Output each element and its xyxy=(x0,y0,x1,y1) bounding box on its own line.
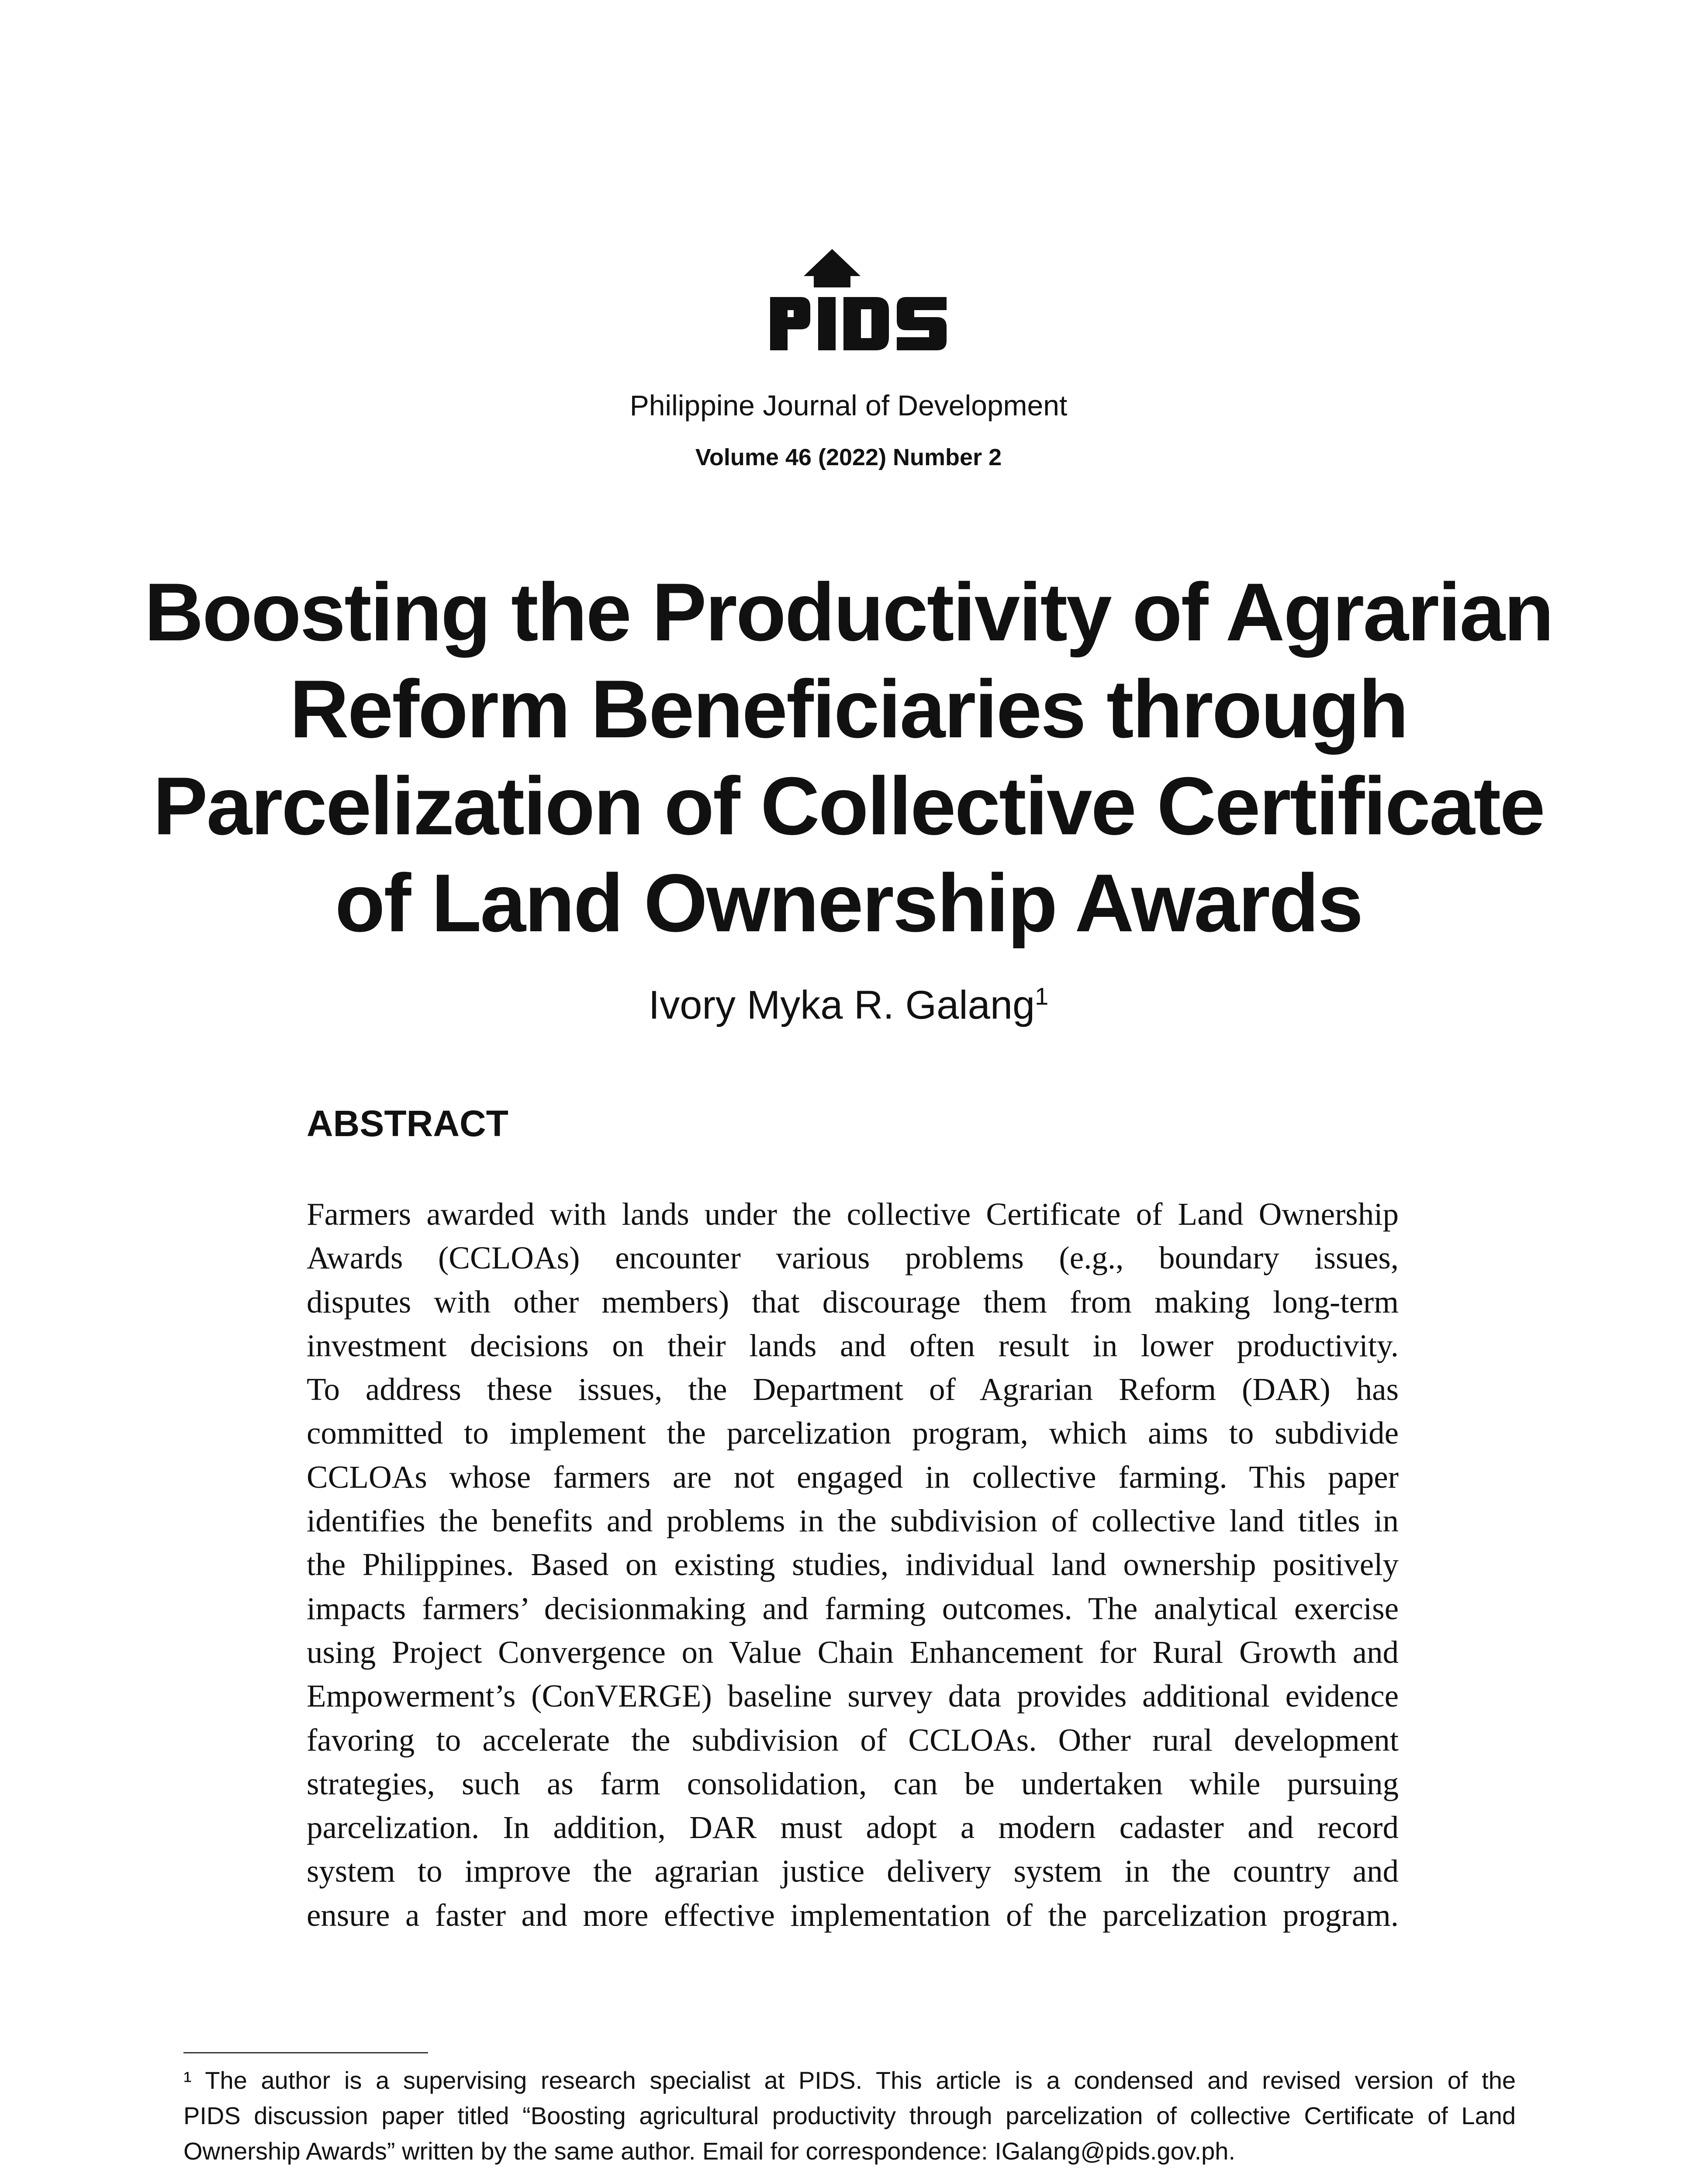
abstract-line: using Project Convergence on Value Chain Enhancement for Rural Growth and xyxy=(307,1634,1399,1670)
abstract-line: investment decisions on their lands and often result in lower productivity. xyxy=(307,1327,1399,1363)
title-line: of Land Ownership Awards xyxy=(335,857,1362,949)
footnote-line: PIDS discussion paper titled “Boosting agricultural productivity through parcelization of collective Certificate of Land xyxy=(183,2102,1516,2129)
abstract-body xyxy=(307,1192,1399,1937)
abstract-line: favoring to accelerate the subdivision of CCLOAs. Other rural development xyxy=(307,1722,1399,1758)
footnote-divider xyxy=(183,2052,428,2053)
abstract-line: Awards (CCLOAs) encounter various problems (e.g., boundary issues, xyxy=(307,1240,1399,1276)
abstract-line: CCLOAs whose farmers are not engaged in collective farming. This paper xyxy=(307,1459,1399,1495)
title-line: Parcelization of Collective Certificate xyxy=(153,760,1544,852)
pids-logo xyxy=(767,249,950,354)
abstract-line: disputes with other members) that discourage them from making long-term xyxy=(307,1284,1399,1320)
abstract-line: Empowerment’s (ConVERGE) baseline survey data provides additional evidence xyxy=(307,1678,1399,1714)
abstract-line: Farmers awarded with lands under the collective Certificate of Land Ownership xyxy=(307,1196,1399,1232)
abstract-heading: ABSTRACT xyxy=(307,1103,508,1144)
footnote-line: Ownership Awards” written by the same author. Email for correspondence: IGalang@pids.gov.ph. xyxy=(183,2137,1235,2165)
abstract-line: ensure a faster and more effective implementation of the parcelization program. xyxy=(307,1897,1399,1933)
abstract-line: the Philippines. Based on existing studies, individual land ownership positively xyxy=(307,1547,1399,1583)
title-line: Reform Beneficiaries through xyxy=(290,663,1407,755)
author-footnote-marker[interactable]: 1 xyxy=(1035,982,1049,1010)
pids-logo-mark xyxy=(767,249,950,354)
abstract-line: To address these issues, the Department of Agrarian Reform (DAR) has xyxy=(307,1372,1399,1407)
article-title xyxy=(131,563,1566,951)
abstract-line: parcelization. In addition, DAR must adopt a modern cadaster and record xyxy=(307,1810,1399,1845)
abstract-line: committed to implement the parcelization program, which aims to subdivide xyxy=(307,1415,1399,1451)
journal-volume: Volume 46 (2022) Number 2 xyxy=(695,444,1002,470)
author-name: Ivory Myka R. Galang xyxy=(648,983,1035,1027)
abstract-line: system to improve the agrarian justice delivery system in the country and xyxy=(307,1853,1399,1889)
author-line xyxy=(0,982,1697,1027)
abstract-line: identifies the benefits and problems in the subdivision of collective land titles in xyxy=(307,1503,1399,1539)
abstract-line: impacts farmers’ decisionmaking and farming outcomes. The analytical exercise xyxy=(307,1590,1399,1626)
footnote-line: ¹ The author is a supervising research specialist at PIDS. This article is a condensed and revised version of the xyxy=(183,2067,1516,2094)
title-line: Boosting the Productivity of Agrarian xyxy=(144,566,1553,658)
journal-name: Philippine Journal of Development xyxy=(629,389,1068,422)
footnote xyxy=(183,2063,1516,2169)
abstract-line: strategies, such as farm consolidation, can be undertaken while pursuing xyxy=(307,1766,1399,1801)
